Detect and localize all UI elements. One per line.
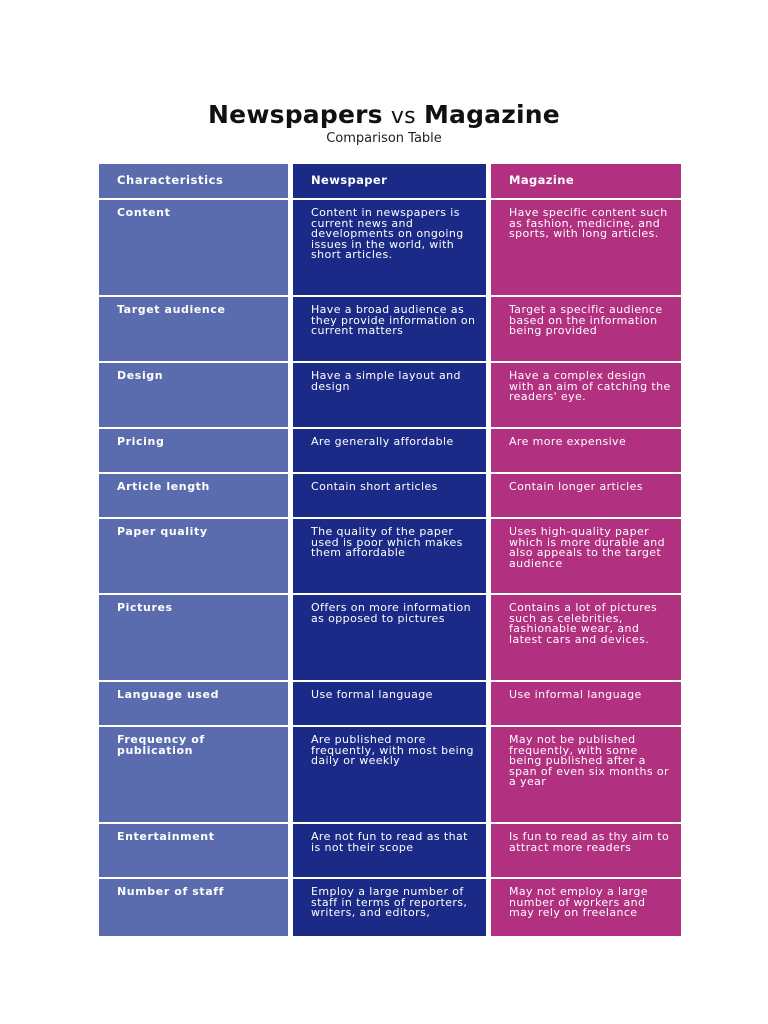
table-row (99, 595, 681, 680)
row-newspaper: Are generally affordable (293, 429, 486, 472)
table-row (99, 200, 681, 295)
row-newspaper: Employ a large number of staff in terms of reporters, writers, and editors, (293, 879, 486, 936)
table-row (99, 824, 681, 877)
table-row (99, 879, 681, 936)
row-newspaper: Use formal language (293, 682, 486, 725)
row-magazine: Uses high-quality paper which is more durable and also appeals to the target audience (491, 519, 681, 593)
row-newspaper: Have a simple layout and design (293, 363, 486, 427)
row-magazine: Have a complex design with an aim of catching the readers' eye. (491, 363, 681, 427)
row-magazine: Contains a lot of pictures such as celebrities, fashionable wear, and latest cars and devices. (491, 595, 681, 680)
row-characteristic: Design (99, 363, 288, 427)
table-row (99, 682, 681, 725)
row-magazine: Contain longer articles (491, 474, 681, 517)
table-row (99, 363, 681, 427)
row-characteristic: Content (99, 200, 288, 295)
row-magazine: Use informal language (491, 682, 681, 725)
header-magazine: Magazine (491, 164, 681, 198)
row-characteristic: Paper quality (99, 519, 288, 593)
row-magazine: Target a specific audience based on the information being provided (491, 297, 681, 361)
row-newspaper: Are published more frequently, with most being daily or weekly (293, 727, 486, 822)
row-characteristic: Entertainment (99, 824, 288, 877)
table-row (99, 519, 681, 593)
row-newspaper: Have a broad audience as they provide information on current matters (293, 297, 486, 361)
row-characteristic: Language used (99, 682, 288, 725)
row-newspaper: The quality of the paper used is poor which makes them affordable (293, 519, 486, 593)
title-magazine: Magazine (423, 100, 560, 129)
table-row (99, 429, 681, 472)
row-characteristic: Pricing (99, 429, 288, 472)
row-magazine: May not employ a large number of workers and may rely on freelance (491, 879, 681, 936)
row-magazine: Is fun to read as thy aim to attract more readers (491, 824, 681, 877)
row-magazine: May not be published frequently, with some being published after a span of even six months or a year (491, 727, 681, 822)
title-vs: vs (390, 104, 416, 129)
title-newspapers: Newspapers (208, 100, 383, 129)
comparison-table (99, 164, 681, 936)
table-row (99, 297, 681, 361)
row-characteristic: Frequency of publication (99, 727, 288, 822)
page-title (0, 100, 768, 129)
header-newspaper: Newspaper (293, 164, 486, 198)
row-magazine: Have specific content such as fashion, medicine, and sports, with long articles. (491, 200, 681, 295)
page-subtitle: Comparison Table (326, 131, 442, 146)
row-characteristic: Target audience (99, 297, 288, 361)
table-row (99, 474, 681, 517)
row-newspaper: Offers on more information as opposed to pictures (293, 595, 486, 680)
row-characteristic: Article length (99, 474, 288, 517)
row-newspaper: Are not fun to read as that is not their scope (293, 824, 486, 877)
table-row (99, 727, 681, 822)
header-characteristics: Characteristics (99, 164, 288, 198)
row-newspaper: Contain short articles (293, 474, 486, 517)
row-characteristic: Number of staff (99, 879, 288, 936)
table-header-row (99, 164, 681, 198)
row-magazine: Are more expensive (491, 429, 681, 472)
row-characteristic: Pictures (99, 595, 288, 680)
row-newspaper: Content in newspapers is current news and developments on ongoing issues in the world, with short articles. (293, 200, 486, 295)
